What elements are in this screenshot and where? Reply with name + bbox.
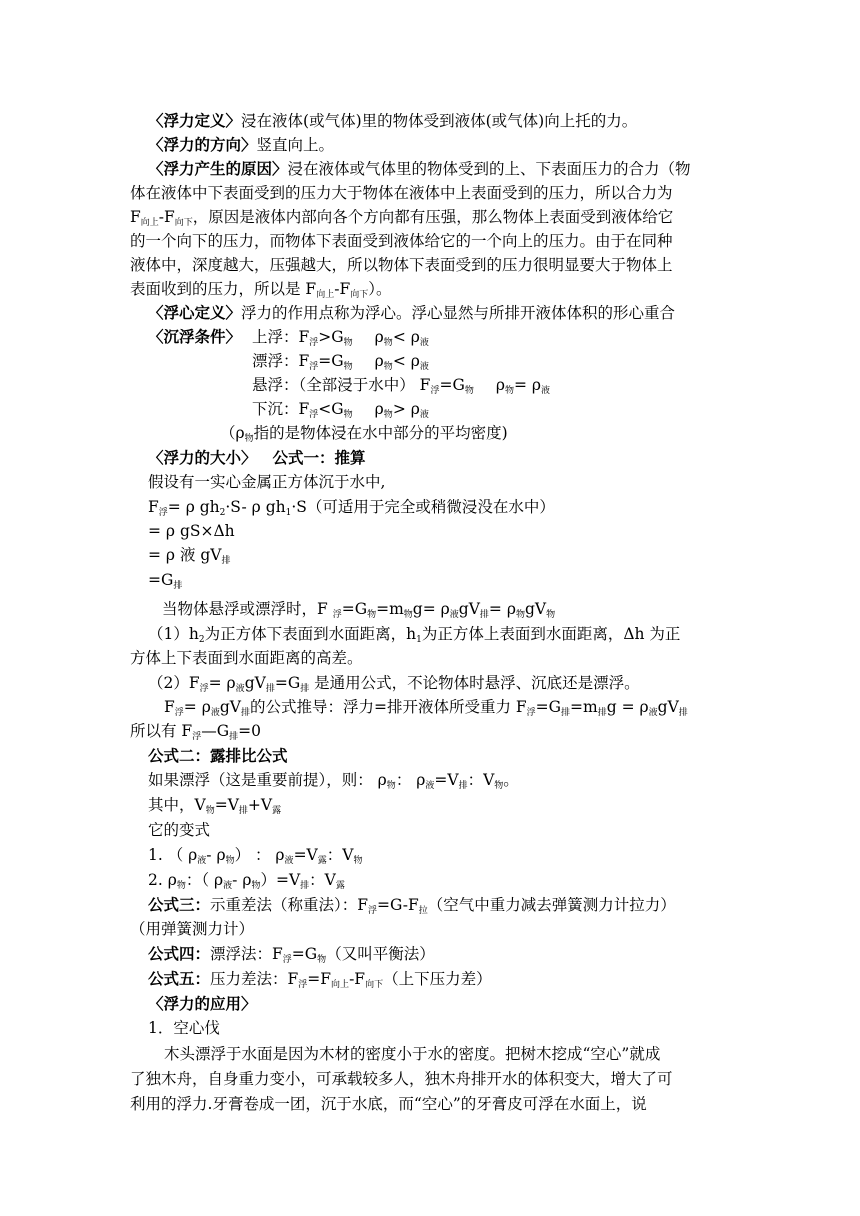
- formula-line: 当物体悬浮或漂浮时，F $_浮=G_物=m_物g= \rho_液gV_排= \rho_物gV_物$: [162, 600, 556, 620]
- formula-line: $=G_排$: [148, 571, 183, 591]
- buoyancy-magnitude: 〈浮力的大小〉 公式一：推算: [148, 448, 366, 467]
- variant-1: 1. （ $\rho_液-$ $\rho_物$） ： $\rho_液=V_露$：$V_物$: [148, 846, 363, 866]
- buoyancy-direction: 〈浮力的方向〉竖直向上。: [148, 135, 335, 154]
- formula-two-heading: 公式二：露排比公式: [148, 746, 288, 765]
- text-line: 它的变式: [148, 821, 211, 839]
- text-line: 方体上下表面到水面距离的高差。: [130, 649, 363, 667]
- text-line: 表面收到的压力，所以是 $F_{向上}-F_{向下}$）。: [130, 280, 392, 300]
- text-line: 了独木舟，自身重力变小，可承载较多人，独木舟排开水的体积变大，增大了可: [130, 1070, 673, 1088]
- formula-line: $F_浮= \rho$ $gh_2\cdot S-$ ρ $gh_1\cdot S$（可适用于完全或稍微浸没在水中）: [148, 498, 555, 518]
- text-line: 1．空心伐: [148, 1019, 220, 1037]
- text-line: 如果漂浮（这是重要前提），则： $\rho_物$： $\rho_液=V_排$：$V_物$。: [148, 771, 519, 791]
- note-1: $(1)h_2$为正方体下表面到水面距离，$h_1$为正方体上表面到水面距离，Δh 为正: [148, 625, 681, 645]
- text-line: 液体中，深度越大，压强越大，所以物体下表面受到的压力很明显要大于物体上: [130, 256, 673, 274]
- text-line: 木头漂浮于水面是因为木材的密度小于水的密度。把树木挖成“空心”就成: [164, 1045, 661, 1063]
- buoyancy-definition: 〈浮力定义〉浸在液体(或气体)里的物体受到液体(或气体)向上托的力。: [148, 111, 638, 130]
- condition-rise: 上浮：$F_浮>G_物$ $\rho_物< \rho_液$: [252, 328, 429, 348]
- applications-heading: 〈浮力的应用〉: [148, 994, 257, 1013]
- text-line: 的一个向下的压力，而物体下表面受到液体给它的一个向上的压力。由于在同种: [130, 232, 673, 250]
- formula-derivation: $F_浮= \rho_液gV_排$的公式推导：浮力=排开液体所受重力 $F_浮=G_排=m_排g = \rho_液gV_排$: [164, 698, 688, 718]
- text-line: 利用的浮力.牙膏卷成一团，沉于水底，而“空心”的牙膏皮可浮在水面上，说: [130, 1095, 647, 1113]
- condition-float: 漂浮：$F_浮=G_物$ $\rho_物< \rho_液$: [252, 352, 429, 372]
- formula-line: = ρ gS×Δh: [148, 522, 235, 540]
- text-line: （用弹簧测力计）: [130, 920, 255, 938]
- text-line: 所以有 $F_浮—G_排=0$: [130, 722, 261, 742]
- formula-three: 公式三：示重差法（称重法）：$F_浮=G-F_拉$（空气中重力减去弹簧测力计拉力）: [148, 895, 676, 916]
- condition-sink: 下沉：$F_浮<G_物$ $\rho_物> \rho_液$: [252, 400, 429, 420]
- formula-line: = ρ 液 $gV_排$: [148, 546, 231, 566]
- text-line: 假设有一实心金属正方体沉于水中,: [148, 473, 386, 491]
- center-of-buoyancy: 〈浮心定义〉浮力的作用点称为浮心。浮心显然与所排开液体体积的形心重合: [148, 303, 676, 322]
- formula-four: 公式四：漂浮法：$F_浮=G_物$（又叫平衡法）: [148, 944, 435, 965]
- density-note: （$\rho_物$指的是物体浸在水中部分的平均密度): [220, 424, 508, 444]
- text-line: 体在液体中下表面受到的压力大于物体在液体中上表面受到的压力，所以合力为: [130, 184, 673, 202]
- text-line: $F_{向上}-F_{向下}$，原因是液体内部向各个方向都有压强，那么物体上表面受到液体给它: [130, 208, 674, 228]
- text-line: 其中，$V_物=V_排+V_露$: [148, 796, 282, 816]
- note-2: $(2)F_浮= \rho_液gV_排=G_排$ 是通用公式，不论物体时悬浮、沉底还是漂浮。: [148, 674, 640, 694]
- variant-2: 2. $\rho_物$：（ $\rho_液-$ $\rho_物)=V_排$：$V_露$: [148, 871, 345, 891]
- formula-five: 公式五：压力差法：$F_浮=F_{向上}-F_{向下}$（上下压力差）: [148, 969, 492, 990]
- buoyancy-cause: 〈浮力产生的原因〉浸在液体或气体里的物体受到的上、下表面压力的合力（物: [148, 159, 691, 178]
- condition-suspend: 悬浮：（全部浸于水中） $F_浮=G_物$ $\rho_物= \rho_液$: [252, 376, 551, 396]
- sink-float-conditions: 〈沉浮条件〉: [148, 327, 242, 346]
